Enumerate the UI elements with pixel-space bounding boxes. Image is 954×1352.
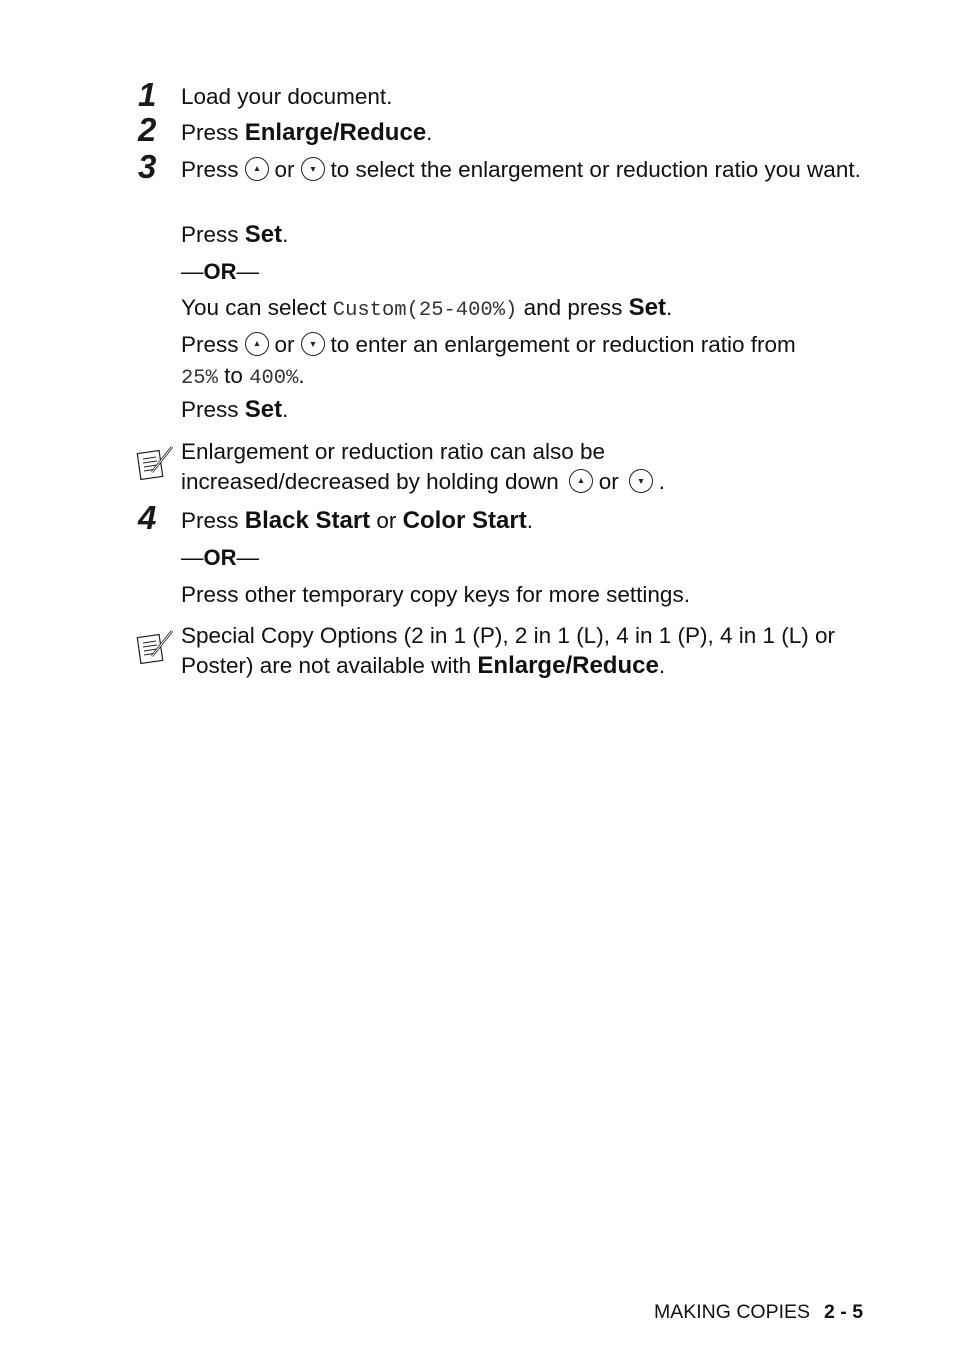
- step-number-2: 2: [138, 111, 157, 148]
- ratio-range-text: 25% to 400%.: [181, 363, 305, 390]
- step-4-text: Press Black Start or Color Start.: [181, 507, 533, 534]
- note-2-text: Special Copy Options (2 in 1 (P), 2 in 1 (L), 4 in 1 (P), 4 in 1 (L) or Poster) are not available with Enlarge/Reduce.: [181, 623, 836, 679]
- step-number-4: 4: [138, 499, 157, 536]
- enlarge-reduce-key-label: Enlarge/Reduce: [244, 119, 427, 146]
- enlarge-reduce-key-label: Enlarge/Reduce: [477, 651, 659, 679]
- step-4-other-text: Press other temporary copy keys for more settings.: [181, 582, 690, 607]
- or-separator: —OR—: [181, 259, 259, 284]
- or-separator: —OR—: [181, 545, 259, 570]
- note-pencil-icon: [136, 628, 176, 666]
- page-number: 2 - 5: [824, 1301, 864, 1323]
- down-arrow-key-icon: [629, 469, 653, 493]
- set-key-label: Set: [628, 294, 666, 321]
- custom-select-text: You can select Custom(25-400%) and press Set.: [181, 294, 673, 322]
- enter-ratio-text: Press or to enter an enlargement or reduction ratio from: [181, 332, 796, 357]
- note-pencil-icon: [136, 444, 176, 482]
- down-arrow-key-icon: [301, 157, 325, 181]
- step-3-press-set-2: Press Set.: [181, 396, 289, 423]
- step-2-text: Press Enlarge/Reduce.: [181, 119, 433, 146]
- step-3-press-set: Press Set.: [181, 221, 289, 248]
- up-arrow-key-icon: [569, 469, 593, 493]
- footer-section-title: MAKING COPIES: [654, 1301, 811, 1323]
- set-key-label: Set: [244, 221, 283, 248]
- step-1-text: Load your document.: [181, 84, 393, 109]
- note-1-line-2: increased/decreased by holding down or .: [181, 469, 666, 494]
- step-number-1: 1: [138, 76, 157, 113]
- set-key-label: Set: [244, 396, 283, 423]
- step-number-3: 3: [138, 148, 157, 185]
- down-arrow-key-icon: [301, 332, 325, 356]
- color-start-key-label: Color Start: [402, 507, 527, 534]
- up-arrow-key-icon: [245, 332, 269, 356]
- page-footer: [654, 1301, 863, 1324]
- note-1-line-1: Enlargement or reduction ratio can also be: [181, 439, 605, 464]
- step-3-select-text: Press or to select the enlargement or reduction ratio you want.: [181, 157, 861, 182]
- custom-option-code: Custom(25-400%): [332, 299, 518, 322]
- up-arrow-key-icon: [245, 157, 269, 181]
- black-start-key-label: Black Start: [244, 507, 371, 534]
